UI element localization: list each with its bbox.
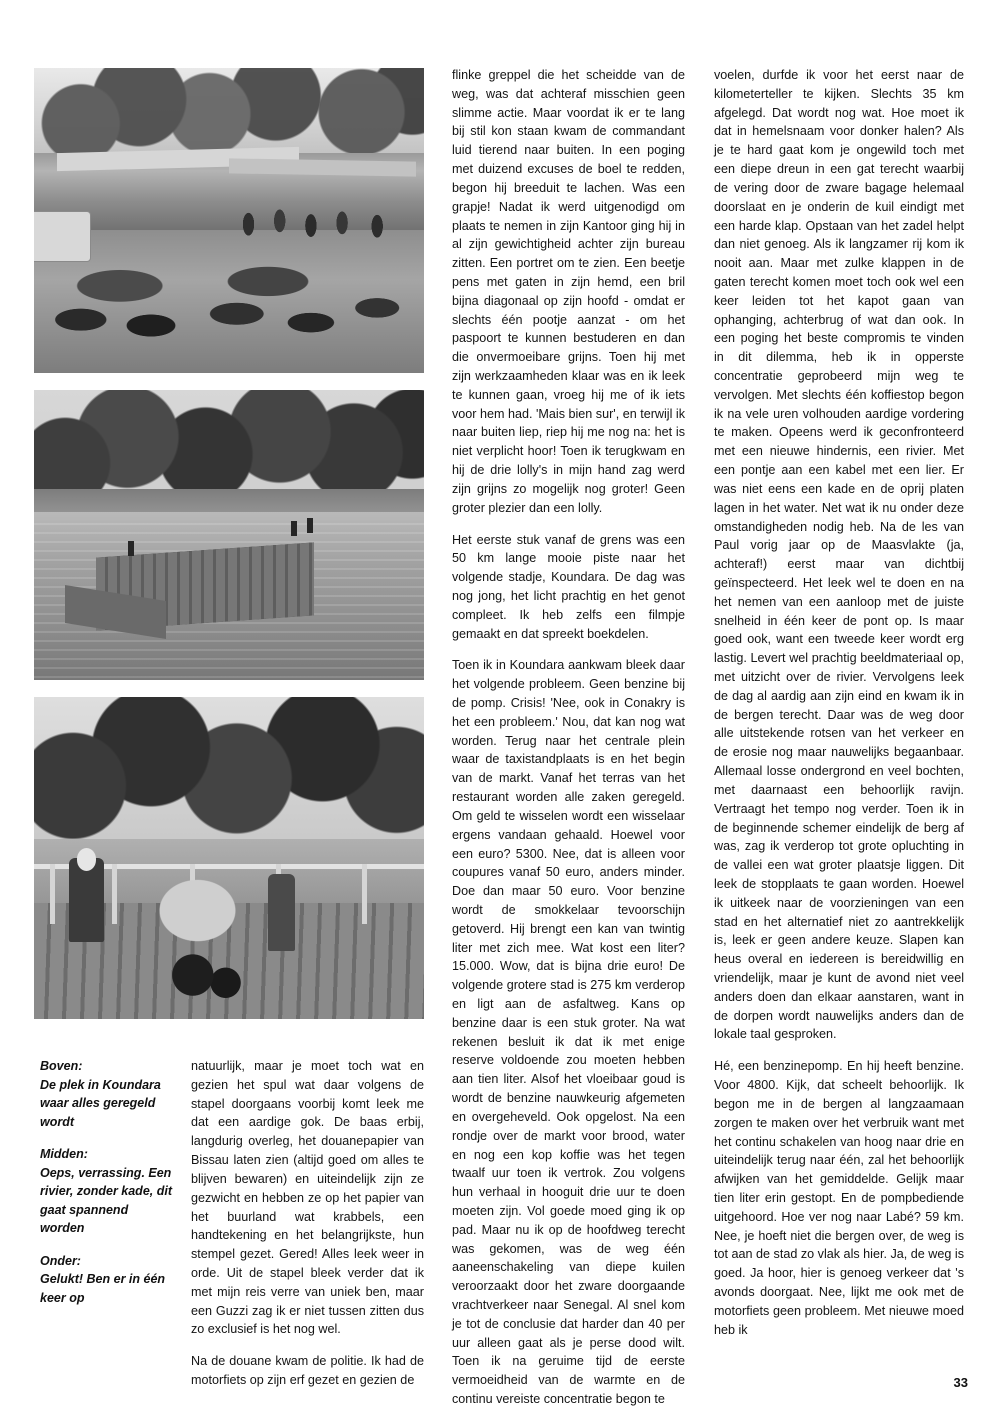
photo-rider-head — [77, 848, 97, 871]
photo-trees-region — [34, 68, 424, 160]
text-column-right — [714, 66, 964, 1339]
paragraph: Het eerste stuk vanaf de grens was een 50 km lange mooie piste naar het volgende stadje, Koundara. De dag was nog jong, het licht prachtig en het genot compleet. Ik heb zelfs een filmpje gemaakt en dat spreekt boekdelen. — [452, 532, 685, 641]
photo-railing-post — [112, 864, 117, 924]
photo-car-region — [34, 211, 91, 262]
photo-figure — [291, 521, 297, 536]
photo-railing-post — [362, 864, 367, 924]
photo-motorcycle-region — [139, 877, 256, 1006]
paragraph: natuurlijk, maar je moet toch wat en gezien het spul wat daar volgens de stapel doorgaans voorbij komt leek me dat een aardige gok. De baas erbij, langdurig overleg, het douanepapier van Bissau laten zien (altijd goed om alles te blijven bewaren) en uiteindelijk zijn ze gezwicht en hebben ze op het papier van het buurland wat krabbels, een handtekening en het belangrijkste, hun stempel gezet. Gered! Alles leek weer in orde. Uit de stapel bleek verder dat ik met mijn reis verre van uniek ben, maar een Guzzi zag ik er niet tussen zitten dus zo exclusief is het nog wel. — [191, 1059, 424, 1337]
photo-figure — [307, 518, 313, 533]
caption-bottom — [40, 1252, 175, 1308]
paragraph: Na de douane kwam de politie. Ik had de motorfiets op zijn erf gezet en gezien de — [191, 1354, 424, 1387]
text-column-left — [191, 1057, 424, 1390]
photo-motorcycles-region — [34, 205, 424, 351]
paragraph: Hé, een benzinepomp. En hij heeft benzine. Voor 4800. Kijk, dat scheelt behoorlijk. Ik begon me in de bergen al langzaamaan zorgen te maken over het verbruik want met het continu schakelen van hoog naar drie en uiteindelijk terug naar één, zal het behoorlijk afwijken van het gemiddelde. Gelijk maar tien liter erin gestopt. En de pompbediende uitgehoord. Hoe ver nog naar Labé? 59 km. Nee, je hoeft niet die bergen over, de weg is tot aan de stad zo vlak als hier. Ja, de weg is goed. Ja hoor, hier is genoeg verkeer dat 's avonds doorgaat. Nee, lijkt me ook met de motorfiets geen probleem. Met nieuwe moed heb ik — [714, 1059, 964, 1337]
photo-bridge-loaded-motorcycle — [34, 697, 424, 1019]
paragraph: voelen, durfde ik voor het eerst naar de kilometerteller te kijken. Slechts 35 km afgelegd. Dat wordt nog wat. Hoe moet ik dat in hemelsnaam voor donker halen? Als je te hard gaat kom je ongewild toch met een diepe dreun in een gat terecht waarbij de vering door de zware bagage helemaal doorslaat en je onderin de kuil eindigt met een harde klap. Opstaan van het zadel helpt dan niet genoeg. Als ik langzamer rij kom ik nooit aan. Maar met zulke klappen in de gaten terecht komen moet toch ook wel een keer leiden tot het kapot gaan van ophanging, achterbrug of wat dan ook. In een poging het beste compromis te vinden in dit dilemma, heb ik in opperste concentratie geprobeerd mijn weg te vervolgen. Met slechts één koffiestop begon ik na vele uren volhouden aardige vordering te maken. Opeens werd ik geconfronteerd met een nieuwe hindernis, een rivier. Met een pontje aan een kabel met een lier. Er was niet eens een kade en de oprij platen lagen in het water. Net wat ik nu onder deze omstandigheden nodig heb. Na de les van Paul vorig jaar op de Maasvlakte (ja, achteraf!) eerst maar van dichtbij geïnspecteerd. Het leek wel te doen en na het nemen van een aanloop met de juiste snelheid in één keer de pont op. Is maar goed ook, want een tweede keer wordt erg lastig. Levert wel prachtig beeldmateriaal op, met uitzicht over de rivier. Vervolgens leek de dag al aardig aan zijn eind en kwam ik in de bergen terecht. Daar was de weg door alle uitstekende rotsen van het verkeer en de erosie nog maar nauwelijks begaanbaar. Allemaal losse ondergrond en veel bochten, met daarnaast een behoorlijk ravijn. Vertraagt het tempo nog verder. Toen ik in de beginnende schemer eindelijk de berg af was, zag ik verderop tot grote opluchting in de vallei een wat groter plaatsje liggen. Dit leek de stopplaats te gaan worden. Hoewel ik uitkeek naar de voorzieningen van een stad en het alternatief niet zo aantrekkelijk is, leek er geen andere keuze. Slapen kan heus overal en iedereen is bereidwillig en vriendelijk, maar je kunt de avond niet veel anders doen dan elkaar aanstaren, want in de dorpen wordt nauwelijks anders dan de lokale taal gesproken. — [714, 68, 964, 1042]
caption-middle-text: Oeps, verrassing. Een rivier, zonder kade, dit gaat spannend worden — [40, 1165, 172, 1235]
caption-bottom-text: Gelukt! Ben er in één keer op — [40, 1272, 166, 1305]
photo-figure — [128, 541, 134, 556]
caption-bottom-label: Onder: — [40, 1253, 81, 1268]
photo-village-street-motorcycles — [34, 68, 424, 373]
photo-river-ferry-pontoon — [34, 390, 424, 680]
paragraph: flinke greppel die het scheidde van de weg, was dat achteraf misschien geen slimme actie. Maar voordat ik er te lang bij stil kon staan kwam de commandant luid tierend naar buiten. In een poging met duizend excuses de boel te redden, begon hij breeduit te lachen. Was een grapje! Nadat ik werd uitgenodigd om plaats te nemen in zijn Kantoor ging hij in al zijn gewichtigheid achter zijn bureau zitten. Een portret om te zien. Een beetje pens met gaten in zijn hemd, een bril bijna diagonaal op zijn hoofd - omdat er slechts één pootje aanzat - om het paspoort te kunnen bestuderen en dan die onvermoeibare grijns. Toen hij met zijn werkzaamheden klaar was en ik leek te kunnen gaan, vroeg hij me of ik iets voor hem had. 'Mais bien sur', en terwijl ik naar buiten liep, riep hij me nog na: het is niet verplicht hoor! Toen ik terugkwam en hij de drie lolly's in mijn hand zag werd zijn grijns zo mogelijk nog groter! Geen groter plezier dan een lolly. — [452, 68, 685, 515]
photo-treeline-region — [34, 390, 424, 494]
caption-top-label: Boven: — [40, 1059, 83, 1073]
page-number: 33 — [953, 1375, 968, 1390]
photo-roof-secondary-region — [229, 158, 416, 177]
photo-jungle-region — [34, 697, 424, 845]
photo-captions — [40, 1057, 175, 1321]
caption-top — [40, 1057, 175, 1131]
caption-middle-label: Midden: — [40, 1147, 88, 1161]
paragraph: Toen ik in Koundara aankwam bleek daar het volgende probleem. Geen benzine bij de pomp. Crisis! 'Nee, ook in Conakry is het een probleem.' Nou, dat kan nog wat worden. Terug naar het centrale plein waar de taxistandplaats is en het begin van de markt. Vanaf het terras van het restaurant worden alle zaken geregeld. Om geld te wisselen wordt een wisselaar ergens vandaan gehaald. Hoewel voor een euro? 5300. Nee, dat is alleen voor coupures vanaf 50 euro, anders minder. Doe dan maar 50 euro. Voor benzine wordt de smokkelaar tevoorschijn getoverd. Hij brengt een kan van twintig liter met zich mee. Wat kost een liter? 15.000. Wow, dat is bijna drie euro! De volgende grotere stad is 275 km verderop en ligt aan de asfaltweg. Kans op benzine daar is een stuk groter. Na wat rekenen besluit ik dat ik met enige reserve voldoende zou moeten hebben aan tien liter. Alsof het vloeibaar goud is wordt de benzine nauwkeurig afgemeten en overgeheveld. Ook opgelost. Na een rondje over de markt voor brood, water en nog een kop koffie was het tegen twaalf uur toen ik vertrok. Zou volgens hun verhaal in hooguit drie uur te doen moeten zijn. Vol goede moed ging ik op pad. Maar nu ik op de hoofdweg terecht was gekomen, was de weg één aaneenschakeling van diepe kuilen veroorzaakt door het zware doorgaande vrachtverkeer naar Senegal. Al snel kom je tot de conclusie dat harder dan 40 per uur alleen gaat als je perse dood wilt. Toen ik na geruime tijd de eerste vermoeidheid van de warmte en de continu vereiste concentratie begon te — [452, 658, 685, 1407]
photo-railing-post — [50, 864, 55, 924]
text-column-middle — [452, 66, 685, 1409]
photo-bystander-region — [268, 874, 295, 951]
caption-middle — [40, 1145, 175, 1238]
caption-top-text: De plek in Koundara waar alles geregeld wordt — [40, 1077, 161, 1129]
photo-riverbank-region — [34, 489, 424, 515]
